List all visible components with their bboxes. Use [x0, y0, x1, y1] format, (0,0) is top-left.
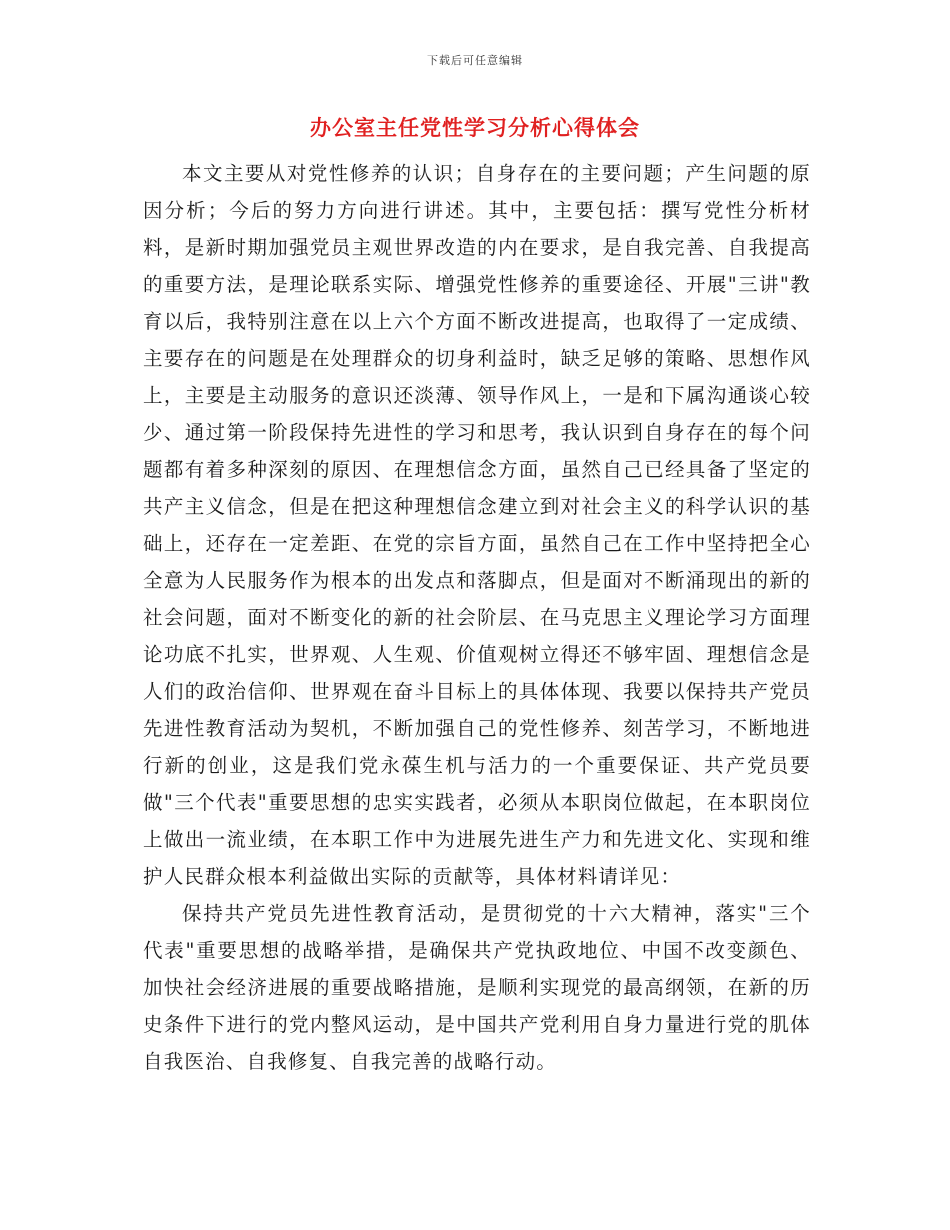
paragraph-2: 保持共产党员先进性教育活动，是贯彻党的十六大精神，落实"三个代表"重要思想的战略举措，是确保共产党执政地位、中国不改变颜色、加快社会经济进展的重要战略措施，是顺利实现党的最高纲领，在新的历史条件下进行的党内整风运动，是中国共产党利用自身力量进行党的肌体自我医治、自我修复、自我完善的战略行动。: [143, 902, 811, 1073]
document-body: [143, 155, 811, 1080]
paragraph-1: 本文主要从对党性修养的认识；自身存在的主要问题；产生问题的原因分析；今后的努力方向进行讲述。其中，主要包括：撰写党性分析材料，是新时期加强党员主观世界改造的内在要求，是自我完善、自我提高的重要方法，是理论联系实际、增强党性修养的重要途径、开展"三讲"教育以后，我特别注意在以上六个方面不断改进提高，也取得了一定成绩、主要存在的问题是在处理群众的切身利益时，缺乏足够的策略、思想作风上，主要是主动服务的意识还淡薄、领导作风上，一是和下属沟通谈心较少、通过第一阶段保持先进性的学习和思考，我认识到自身存在的每个问题都有着多种深刻的原因、在理想信念方面，虽然自己已经具备了坚定的共产主义信念，但是在把这种理想信念建立到对社会主义的科学认识的基础上，还存在一定差距、在党的宗旨方面，虽然自己在工作中坚持把全心全意为人民服务作为根本的出发点和落脚点，但是面对不断涌现出的新的社会问题，面对不断变化的新的社会阶层、在马克思主义理论学习方面理论功底不扎实，世界观、人生观、价值观树立得还不够牢固、理想信念是人们的政治信仰、世界观在奋斗目标上的具体体现、我要以保持共产党员先进性教育活动为契机，不断加强自己的党性修养、刻苦学习，不断地进行新的创业，这是我们党永葆生机与活力的一个重要保证、共产党员要做"三个代表"重要思想的忠实实践者，必须从本职岗位做起，在本职岗位上做出一流业绩，在本职工作中为进展先进生产力和先进文化、实现和维护人民群众根本利益做出实际的贡献等，具体材料请详见：: [143, 162, 811, 888]
page-header-note: 下载后可任意编辑: [427, 54, 523, 67]
document-title: 办公室主任党性学习分析心得体会: [310, 115, 640, 140]
